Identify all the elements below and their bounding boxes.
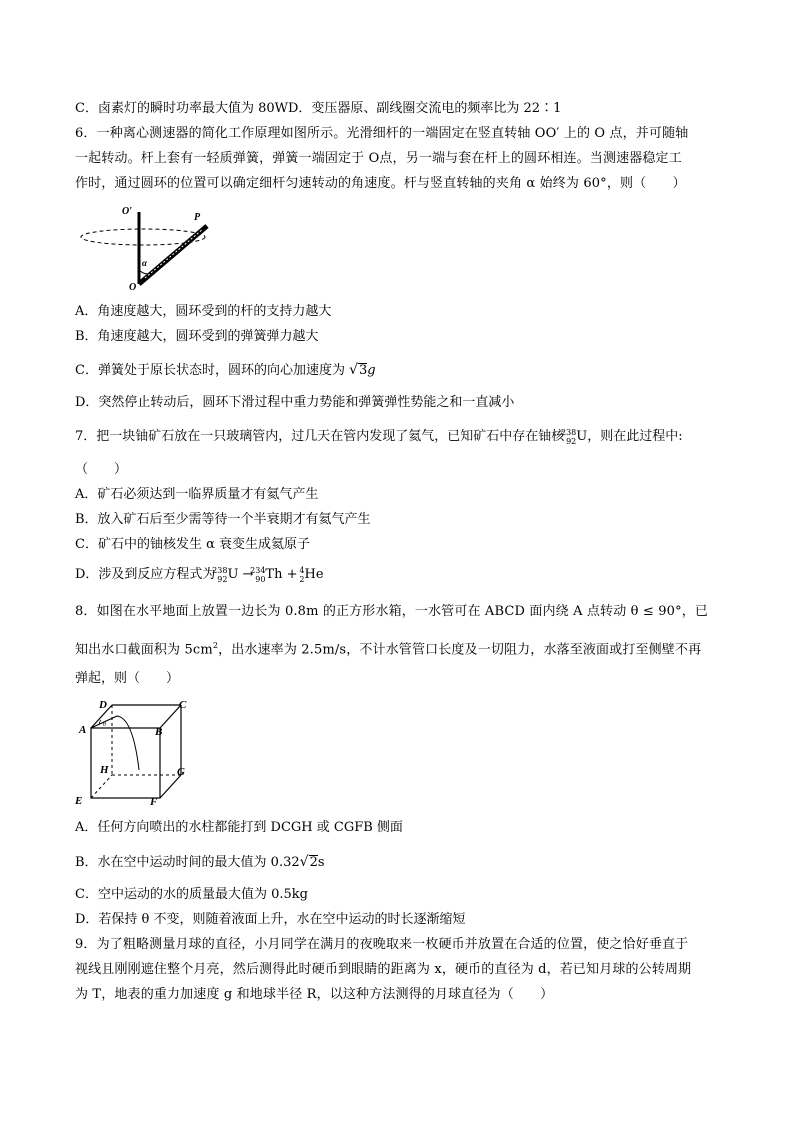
q6-stem-line-1: 6．一种离心测速器的简化工作原理如图所示。光滑细杆的一端固定在竖直转轴 OO′ 上的 O 点，并可随轴 [75, 126, 689, 141]
q6-option-c [75, 361, 376, 380]
q7-answer-brackets: （ ） [75, 462, 128, 477]
q8-cube-figure [75, 696, 195, 808]
u-symbol: U → [227, 567, 254, 582]
label-p: P [194, 212, 201, 223]
q8-option-b-radicand: 2 [309, 855, 318, 870]
label-alpha: α [142, 258, 147, 268]
q8-stem-line-1: 8．如图在水平地面上放置一边长为 0.8m 的正方形水箱，一水管可在 ABCD 面内绕 A 点转动 θ ≤ 90°，已 [75, 604, 709, 619]
he-atomic: 2 [299, 575, 305, 584]
th-isotope [250, 566, 266, 584]
u-isotope [212, 566, 228, 584]
q7-option-c: C．矿石中的铀核发生 α 衰变生成氦原子 [75, 537, 310, 552]
th-symbol: Th + [265, 567, 298, 582]
q7-option-d [75, 566, 324, 584]
label-e: E [75, 795, 83, 807]
q6-option-b: B．角速度越大，圆环受到的弹簧弹力越大 [75, 329, 319, 344]
label-o-prime: O′ [122, 206, 133, 217]
sqrt-sign: √ [349, 362, 359, 378]
q6-option-c-g: g [367, 363, 376, 378]
label-f: F [150, 796, 158, 808]
label-h: H [100, 764, 109, 776]
q9-stem-line-3: 为 T，地表的重力加速度 g 和地球半径 R，以这种方法测得的月球直径为（ ） [75, 987, 554, 1002]
q6-option-c-text: C．弹簧处于原长状态时，圆环的向心加速度为 [75, 363, 350, 378]
q8-option-b [75, 853, 325, 872]
q8-option-b-text: B．水在空中运动时间的最大值为 0.32 [75, 855, 300, 870]
uranium-isotope-numbers [561, 428, 577, 446]
q8-option-a: A．任何方向喷出的水柱都能打到 DCGH 或 CGFB 侧面 [75, 820, 403, 835]
q6-stem-line-2: 一起转动。杆上套有一轻质弹簧，弹簧一端固定于 O点，另一端与套在杆上的圆环相连。当测速器稳定工 [75, 151, 682, 166]
q6-option-a: A．角速度越大，圆环受到的杆的支持力越大 [75, 304, 332, 319]
he-symbol: He [304, 567, 324, 582]
atomic-number: 92 [566, 437, 577, 446]
mass-number: 238 [561, 428, 577, 437]
q9-stem-line-2: 视线且刚刚遮住整个月亮，然后测得此时硬币到眼睛的距离为 x，硬币的直径为 d，若已知月球的公转周期 [75, 962, 692, 977]
q5-option-c: C．卤素灯的瞬时功率最大值为 80WD．变压器原、副线圈交流电的频率比为 22∶1 [75, 101, 562, 116]
q7-option-a: A．矿石必须达到一临界质量才有氦气产生 [75, 487, 319, 502]
q6-stem-line-3: 作时，通过圆环的位置可以确定细杆匀速转动的角速度。杆与竖直转轴的夹角 α 始终为 60°，则（ ） [75, 176, 686, 191]
label-g: G [177, 766, 185, 778]
u-mass: 238 [212, 566, 228, 575]
q7-option-b: B．放入矿石后至少需等待一个半衰期才有氦气产生 [75, 512, 371, 527]
q7-stem-text: 7．把一块铀矿石放在一只玻璃管内，过几天在管内发现了氦气，已知矿石中存在铀核 [75, 429, 565, 444]
q6-option-c-radicand: 3 [359, 363, 368, 378]
q9-stem-line-1: 9．为了粗略测量月球的直径，小月同学在满月的夜晚取来一枚硬币并放置在合适的位置，使之恰好垂直于 [75, 937, 689, 952]
u-atomic: 92 [217, 575, 228, 584]
q8-option-c: C．空中运动的水的质量最大值为 0.5kg [75, 887, 308, 902]
label-a: A [79, 724, 87, 736]
q7-option-d-text: D．涉及到反应方程式为 [75, 567, 216, 582]
q8-stem-text: 知出水口截面积为 5cm [75, 642, 213, 658]
sqrt-sign: √ [299, 854, 309, 870]
q6-figure [75, 200, 215, 292]
q7-stem-tail: U，则在此过程中: [576, 429, 683, 444]
q8-option-d: D．若保持 θ 不变，则随着液面上升，水在空中运动的时长逐渐缩短 [75, 912, 466, 927]
label-b: B [155, 726, 163, 738]
label-c: C [179, 699, 187, 711]
q7-stem-line-1 [75, 428, 683, 446]
he-mass: 4 [299, 566, 305, 575]
he-isotope [298, 566, 305, 584]
q8-stem-line-3: 弹起，则（ ） [75, 671, 180, 686]
rod [139, 226, 207, 284]
th-mass: 234 [250, 566, 266, 575]
q6-option-d: D．突然停止转动后，圆环下滑过程中重力势能和弹簧弹性势能之和一直减小 [75, 395, 515, 410]
label-o: O [129, 282, 137, 292]
label-d: D [99, 699, 107, 711]
q8-option-b-unit: s [317, 855, 325, 870]
label-theta: θ [103, 722, 106, 728]
q8-stem-line-2 [75, 637, 701, 659]
q8-stem-tail: ，出水速率为 2.5m/s，不计水管管口长度及一切阻力，水落至液面或打至侧壁不再 [218, 642, 702, 658]
squared-exponent: 2 [212, 641, 219, 650]
th-atomic: 90 [255, 575, 266, 584]
